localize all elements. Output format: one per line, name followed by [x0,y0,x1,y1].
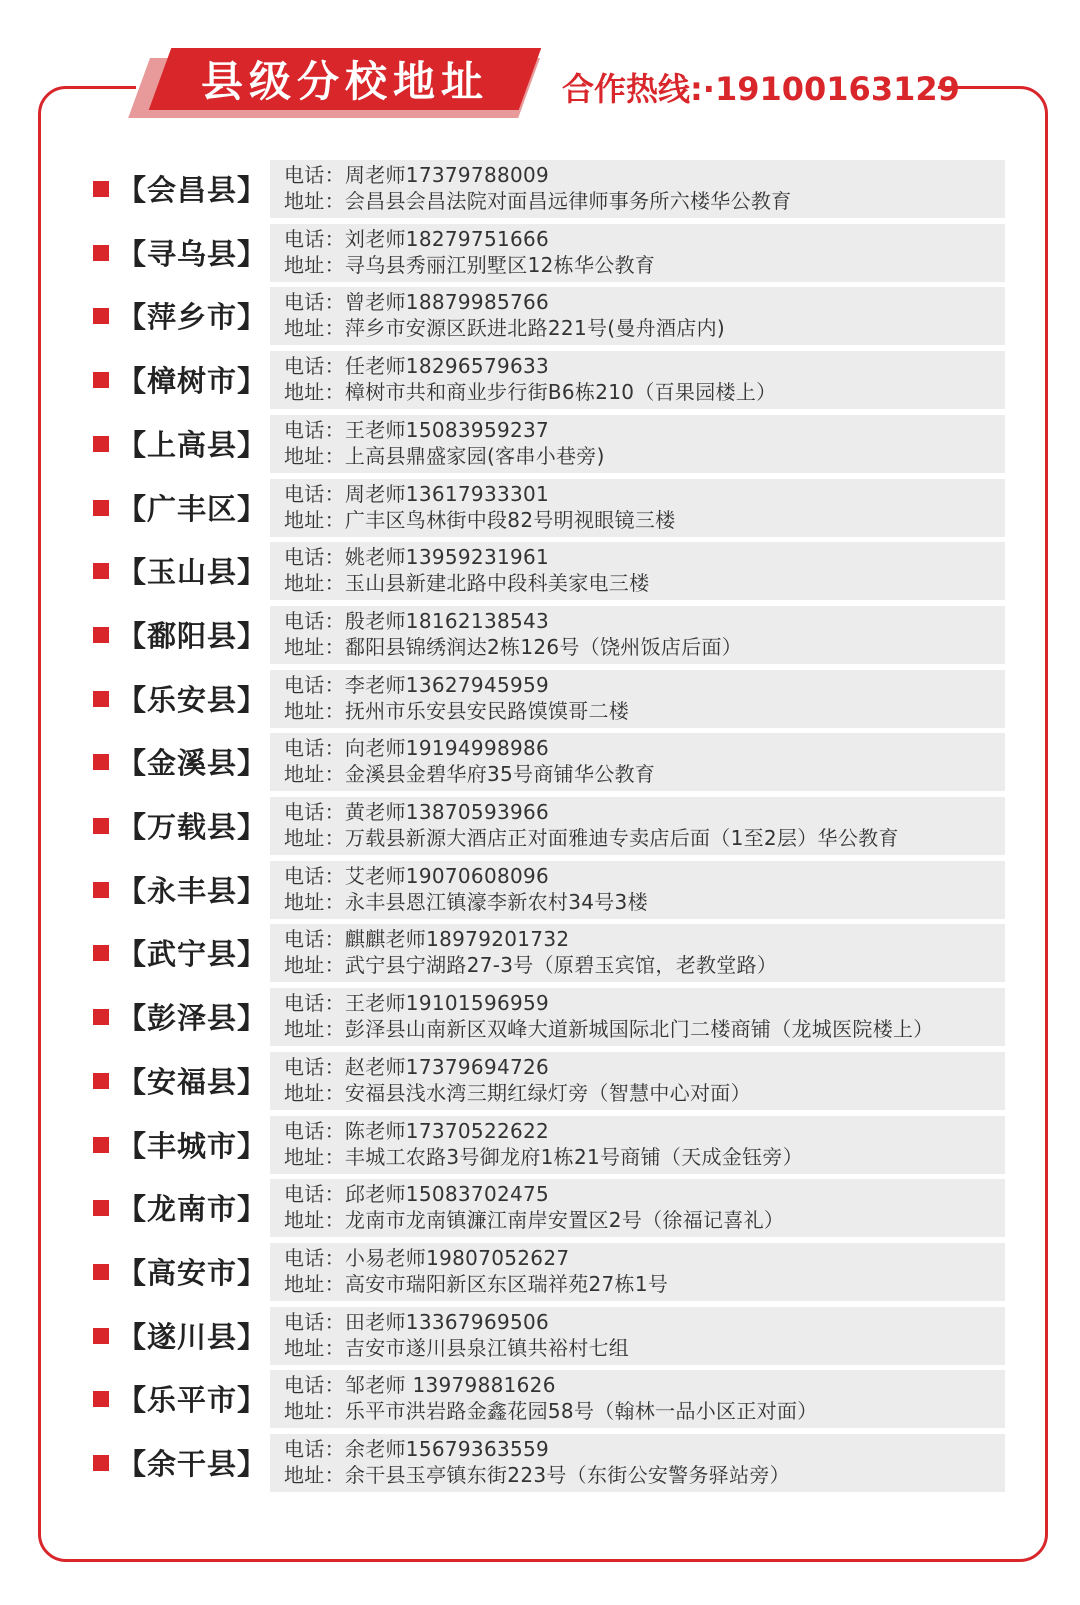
branch-row [0,479,1080,537]
district-name: 【遂川县】 [117,1319,268,1354]
district-name: 【乐安县】 [117,682,268,717]
square-bullet-icon [93,627,109,643]
branch-address: 地址：彭泽县山南新区双峰大道新城国际北门二楼商铺（龙城医院楼上） [284,1017,934,1042]
branch-phone: 电话：殷老师18162138543 [284,608,550,633]
branch-info-box [270,351,1005,409]
district-name: 【万载县】 [117,810,268,844]
district-name: 【萍乡市】 [117,300,268,335]
branch-address: 地址：万载县新源大酒店正对面雅迪专卖店后面（1至2层）华公教育 [284,826,899,850]
square-bullet-icon [93,372,109,388]
branch-info-box [270,1052,1005,1110]
branch-info-box [270,733,1005,791]
branch-phone: 电话：邱老师15083702475 [284,1182,550,1207]
branch-info-box [270,160,1005,218]
branch-row [0,160,1080,218]
branch-phone: 电话：李老师13627945959 [284,672,550,697]
district-name: 【上高县】 [117,427,268,462]
square-bullet-icon [93,1328,109,1344]
branch-row [0,1116,1080,1174]
branch-address: 地址：吉安市遂川县泉江镇共裕村七组 [284,1335,630,1360]
branch-info-box [270,988,1005,1046]
branch-info-box [270,797,1005,855]
district-name: 【彭泽县】 [117,1001,268,1036]
district-name: 【乐平市】 [117,1383,268,1418]
branch-address: 地址：金溪县金碧华府35号商铺华公教育 [284,762,656,787]
branch-phone: 电话：邹老师 13979881626 [284,1373,556,1398]
square-bullet-icon [93,945,109,961]
branch-address: 地址：玉山县新建北路中段科美家电三楼 [284,571,650,596]
branch-address: 地址：高安市瑞阳新区东区瑞祥苑27栋1号 [284,1271,669,1296]
branch-phone: 电话：陈老师17370522622 [284,1118,550,1143]
branch-phone: 电话：余老师15679363559 [284,1437,550,1461]
branch-phone: 电话：姚老师13959231961 [284,545,550,570]
square-bullet-icon [93,691,109,707]
branch-info-box [270,415,1005,473]
branch-phone: 电话：向老师19194998986 [284,736,550,761]
branch-address: 地址：萍乡市安源区跃进北路221号(曼舟酒店内) [284,316,725,341]
district-name: 【安福县】 [117,1064,268,1099]
branch-row [0,988,1080,1046]
branch-info-box [270,479,1005,537]
branch-address: 地址：广丰区鸟林街中段82号明视眼镜三楼 [284,507,676,532]
district-name: 【鄱阳县】 [117,618,268,653]
square-bullet-icon [93,1264,109,1280]
square-bullet-icon [93,308,109,324]
branch-info-box [270,1243,1005,1301]
branch-address: 地址：永丰县恩江镇濠李新农村34号3楼 [284,889,648,914]
branch-row [0,415,1080,473]
branch-phone: 电话：田老师13367969506 [284,1309,550,1334]
square-bullet-icon [93,882,109,898]
branch-row [0,670,1080,728]
branch-row [0,924,1080,982]
branch-info-box [270,1179,1005,1237]
branch-info-box [270,606,1005,664]
square-bullet-icon [93,1391,109,1407]
branch-info-box [270,1307,1005,1365]
branch-phone: 电话：艾老师19070608096 [284,863,550,888]
district-name: 【武宁县】 [117,937,268,972]
branch-phone: 电话：麒麒老师18979201732 [284,927,570,952]
hotline-text: 合作热线:·19100163129 [562,70,960,108]
square-bullet-icon [93,1073,109,1089]
square-bullet-icon [93,181,109,197]
branch-phone: 电话：刘老师18279751666 [284,226,550,251]
district-name: 【高安市】 [117,1255,268,1290]
square-bullet-icon [93,1009,109,1025]
branch-info-box [270,224,1005,282]
square-bullet-icon [93,563,109,579]
branch-address: 地址：会昌县会昌法院对面昌远律师事务所六楼华公教育 [284,189,792,213]
branch-row [0,861,1080,919]
branch-address: 地址：余干县玉亭镇东街223号（东街公安警务驿站旁） [284,1463,790,1487]
branch-info-box [270,1434,1005,1492]
branch-info-box [270,924,1005,982]
district-name: 【玉山县】 [117,555,268,590]
branch-phone: 电话：任老师18296579633 [284,354,550,379]
district-name: 【丰城市】 [117,1128,268,1163]
branch-row [0,606,1080,664]
district-name: 【会昌县】 [117,173,268,207]
branch-phone: 电话：周老师17379788009 [284,163,550,187]
branch-address: 地址：上高县鼎盛家园(客串小巷旁) [284,443,605,468]
branch-address: 地址：鄱阳县锦绣润达2栋126号（饶州饭店后面） [284,634,743,659]
branch-info-box [270,1116,1005,1174]
branch-row [0,224,1080,282]
branch-row [0,1052,1080,1110]
page-title: 县级分校地址 [200,57,489,106]
branch-info-box [270,1370,1005,1428]
branch-address: 地址：抚州市乐安县安民路馍馍哥二楼 [284,698,630,723]
branch-address: 地址：安福县浅水湾三期红绿灯旁（智慧中心对面） [284,1080,751,1105]
district-name: 【寻乌县】 [117,236,268,271]
branch-address: 地址：丰城工农路3号御龙府1栋21号商铺（天成金钰旁） [284,1144,803,1169]
square-bullet-icon [93,818,109,834]
branch-info-box [270,287,1005,345]
district-name: 【樟树市】 [117,364,268,399]
district-name: 【龙南市】 [117,1192,268,1227]
branch-row [0,351,1080,409]
district-name: 【永丰县】 [117,873,268,908]
branch-row [0,797,1080,855]
branch-phone: 电话：王老师19101596959 [284,991,550,1016]
branch-phone: 电话：小易老师19807052627 [284,1245,570,1270]
branch-address: 地址：龙南市龙南镇濂江南岸安置区2号（徐福记喜礼） [284,1208,785,1233]
branch-info-box [270,542,1005,600]
branch-address: 地址：乐平市洪岩路金鑫花园58号（翰林一品小区正对面） [284,1399,818,1424]
branch-row [0,1434,1080,1492]
branch-row [0,1370,1080,1428]
district-name: 【余干县】 [117,1447,268,1481]
branch-row [0,542,1080,600]
branch-row [0,1307,1080,1365]
branch-address: 地址：樟树市共和商业步行街B6栋210（百果园楼上） [284,380,777,405]
square-bullet-icon [93,500,109,516]
branch-phone: 电话：曾老师18879985766 [284,290,550,315]
branch-row [0,287,1080,345]
branch-phone: 电话：赵老师17379694726 [284,1054,550,1079]
branch-row [0,1243,1080,1301]
branch-address: 地址：寻乌县秀丽江别墅区12栋华公教育 [284,252,656,277]
district-name: 【广丰区】 [117,491,268,526]
branch-address: 地址：武宁县宁湖路27-3号（原碧玉宾馆，老教堂路） [284,953,778,978]
square-bullet-icon [93,1137,109,1153]
branch-phone: 电话：王老师15083959237 [284,417,550,442]
square-bullet-icon [93,436,109,452]
branch-row [0,733,1080,791]
square-bullet-icon [93,245,109,261]
square-bullet-icon [93,1200,109,1216]
branch-phone: 电话：周老师13617933301 [284,481,550,506]
title-banner [149,48,542,110]
branch-row [0,1179,1080,1237]
branch-info-box [270,861,1005,919]
square-bullet-icon [93,1455,109,1471]
district-name: 【金溪县】 [117,746,268,781]
branch-phone: 电话：黄老师13870593966 [284,800,550,824]
branch-info-box [270,670,1005,728]
square-bullet-icon [93,754,109,770]
